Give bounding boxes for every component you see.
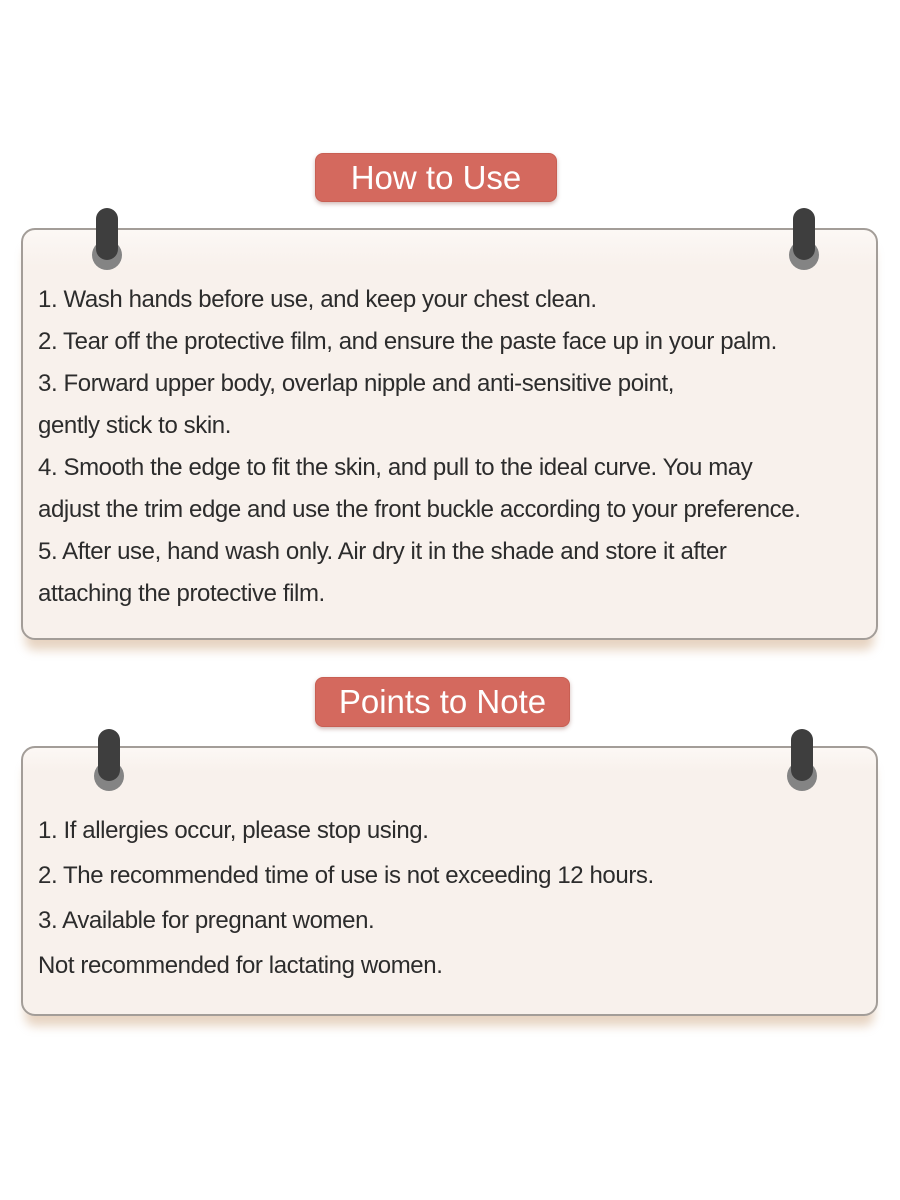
pin-icon — [787, 208, 821, 270]
instruction-line: 3. Forward upper body, overlap nipple and anti-sensitive point, — [38, 370, 675, 397]
instruction-line: 5. After use, hand wash only. Air dry it in the shade and store it after — [38, 538, 727, 565]
note-line: Not recommended for lactating women. — [38, 952, 443, 979]
pin-stem — [96, 208, 118, 260]
how-to-use-title-badge: How to Use — [315, 153, 557, 202]
pin-icon — [92, 729, 126, 791]
instruction-line: 4. Smooth the edge to fit the skin, and pull to the ideal curve. You may — [38, 454, 753, 481]
pin-stem — [793, 208, 815, 260]
note-line: 1. If allergies occur, please stop using. — [38, 817, 429, 844]
instruction-line: 1. Wash hands before use, and keep your chest clean. — [38, 286, 597, 313]
note-line: 3. Available for pregnant women. — [38, 907, 375, 934]
pin-stem — [98, 729, 120, 781]
instruction-line: attaching the protective film. — [38, 580, 325, 607]
pin-stem — [791, 729, 813, 781]
pin-icon — [90, 208, 124, 270]
points-to-note-title-badge: Points to Note — [315, 677, 570, 727]
pin-icon — [785, 729, 819, 791]
points-to-note-card — [21, 746, 878, 1016]
instruction-line: 2. Tear off the protective film, and ensure the paste face up in your palm. — [38, 328, 777, 355]
how-to-use-card — [21, 228, 878, 640]
note-line: 2. The recommended time of use is not exceeding 12 hours. — [38, 862, 654, 889]
instruction-line: gently stick to skin. — [38, 412, 232, 439]
instruction-line: adjust the trim edge and use the front buckle according to your preference. — [38, 496, 801, 523]
